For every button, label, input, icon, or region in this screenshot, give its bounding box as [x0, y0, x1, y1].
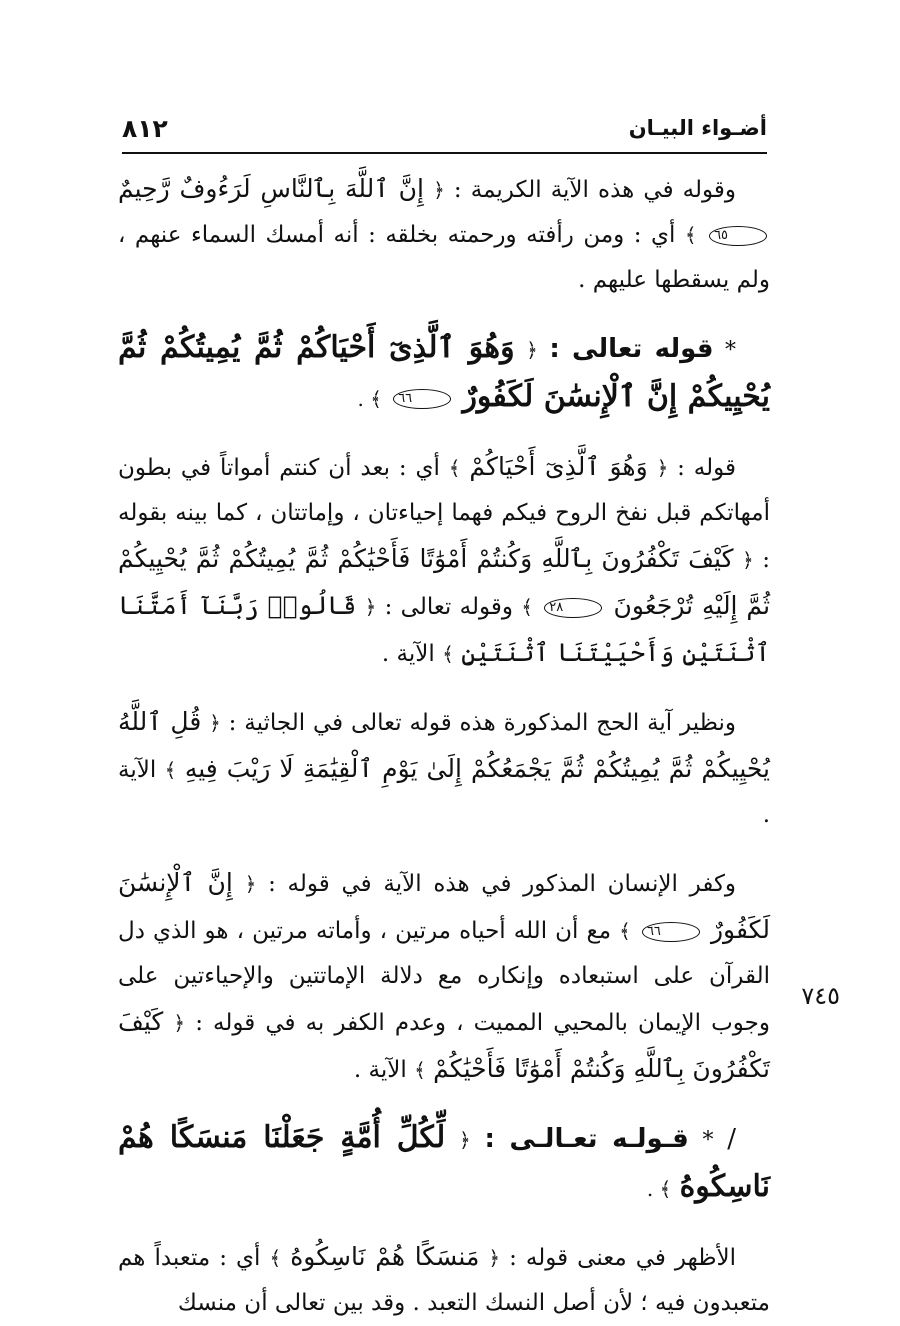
heading-lead: قوله تعالى :	[549, 334, 714, 364]
quran-close-bracket: ﴾	[619, 919, 631, 943]
quran-open-bracket: ﴿	[209, 711, 221, 735]
ayah-number: ٦٦	[393, 389, 451, 409]
page-header	[122, 112, 767, 154]
page-body	[118, 166, 770, 1326]
quran-close-bracket: ﴾ .	[646, 1177, 672, 1201]
paragraph-text: مع أن الله أحياه مرتين ، وأماته مرتين ، هو الذي دل القرآن على استبعاده وإنكاره مع دلالة الإماتتين والإحياءتين على وجوب الإيمان بالمحيي المميت ، وعدم الكفر به في قوله :	[118, 918, 770, 1036]
quran-close-bracket: ﴾	[448, 456, 461, 480]
intro-text: قوله :	[677, 455, 737, 481]
paragraph-text: وكفر الإنسان المذكور في هذه الآية في قوله :	[268, 871, 737, 897]
paragraph-text: وقوله تعالى :	[384, 594, 513, 620]
paragraph-tail: الآية .	[118, 757, 770, 828]
margin-reference-number: ٧٤٥	[801, 982, 840, 1010]
heading-lead: قـولـه تعـالـى :	[484, 1124, 689, 1154]
paragraph-1	[118, 166, 770, 303]
intro-text: وقوله في هذه الآية الكريمة :	[453, 177, 736, 203]
quran-verse: كَيْفَ تَكْفُرُونَ بِٱللَّهِ وَكُنتُمْ أَمْوَٰتًا فَأَحْيَٰكُمْ	[118, 1007, 770, 1083]
quran-verse: لِّكُلِّ أُمَّةٍ جَعَلْنَا مَنسَكًا هُمْ نَاسِكُوهُ	[118, 1120, 770, 1204]
quran-open-bracket: ﴿	[244, 872, 257, 896]
section-star-marker: *	[702, 1128, 714, 1153]
quran-open-bracket: ﴿	[742, 548, 754, 572]
quran-close-bracket: ﴾	[269, 1246, 282, 1270]
paragraph-5	[118, 1234, 770, 1326]
quran-verse: إِنَّ ٱللَّهَ بِٱلنَّاسِ لَرَءُوفٌ رَّحِيمٌ	[118, 174, 424, 203]
quran-open-bracket: ﴿	[364, 595, 377, 619]
section-heading-1	[118, 325, 770, 422]
quran-verse: قُلِ ٱللَّهُ يُحْيِيكُمْ ثُمَّ يُمِيتُكُمْ ثُمَّ يَجْمَعُكُمْ إِلَىٰ يَوْمِ ٱلْقِيَٰمَةِ لَا رَيْبَ فِيهِ	[118, 707, 770, 783]
quran-verse: إِنَّ ٱلْإِنسَٰنَ لَكَفُورٌ	[118, 868, 771, 944]
paragraph-tail: الآية .	[353, 1057, 407, 1083]
quran-verse: مَنسَكًا هُمْ نَاسِكُوهُ	[290, 1242, 480, 1271]
ayah-number: ٢٨	[544, 598, 602, 618]
ayah-number: ٦٦	[642, 922, 700, 942]
paragraph-text: الأظهر في معنى قوله :	[509, 1245, 737, 1271]
quran-verse: وَهُوَ ٱلَّذِىٓ أَحْيَاكُمْ	[469, 452, 648, 481]
quran-open-bracket: ﴿	[656, 456, 669, 480]
quran-verse: كَيْفَ تَكْفُرُونَ بِٱللَّهِ وَكُنتُمْ أَمْوَٰتًا فَأَحْيَٰكُمْ ثُمَّ يُمِيتُكُمْ ثُمَّ يُحْيِيكُمْ ثُمَّ إِلَيْهِ تُرْجَعُونَ	[118, 544, 771, 620]
quran-verse: وَهُوَ ٱلَّذِىٓ أَحْيَاكُمْ ثُمَّ يُمِيتُكُمْ ثُمَّ يُحْيِيكُمْ إِنَّ ٱلْإِنسَٰنَ لَكَفُورٌ	[118, 330, 770, 414]
ayah-number: ٦٥	[709, 226, 767, 246]
quran-open-bracket: ﴿	[433, 178, 445, 202]
quran-close-bracket: ﴾	[414, 1058, 426, 1082]
quran-open-bracket: ﴿	[526, 338, 538, 362]
paragraph-3	[118, 699, 770, 838]
page-break-slash: /	[727, 1124, 737, 1154]
paragraph-text: ونظير آية الحج المذكورة هذه قوله تعالى في الجاثية :	[228, 710, 737, 736]
paragraph-tail: الآية .	[381, 641, 435, 667]
quran-open-bracket: ﴿	[173, 1011, 186, 1035]
quran-close-bracket: ﴾	[521, 595, 533, 619]
quran-verse: قَالُوا۟ رَبَّنَآ أَمَتَّنَا ٱثْنَتَيْنِ وَأَحْيَيْتَنَا ٱثْنَتَيْنِ	[118, 591, 770, 667]
quran-close-bracket: ﴾	[164, 758, 177, 782]
quran-open-bracket: ﴿	[459, 1128, 471, 1152]
section-heading-2	[118, 1115, 770, 1212]
paragraph-2	[118, 444, 770, 677]
section-star-marker: *	[725, 338, 737, 363]
book-title: أضـواء البيـان	[628, 116, 767, 140]
quran-close-bracket: ﴾	[442, 642, 454, 666]
quran-open-bracket: ﴿	[488, 1246, 501, 1270]
paragraph-text: أي : متعبداً هم متعبدون فيه ؛ لأن أصل النسك التعبد . وقد بين تعالى أن منسك	[118, 1245, 770, 1316]
quran-close-bracket: ﴾	[684, 223, 697, 247]
quran-close-bracket: ﴾ .	[357, 387, 382, 411]
paragraph-text: أي : بعد أن كنتم أمواتاً في بطون أمهاتكم قبل نفخ الروح فيكم فهما إحياءتان ، وإماتتان ، كما بينه بقوله :	[118, 455, 771, 573]
page-number: ٨١٢	[122, 114, 168, 143]
paragraph-text: أي : ومن رأفته ورحمته بخلقه : أنه أمسك السماء عنهم ، ولم يسقطها عليهم .	[118, 222, 770, 293]
paragraph-4	[118, 860, 770, 1093]
